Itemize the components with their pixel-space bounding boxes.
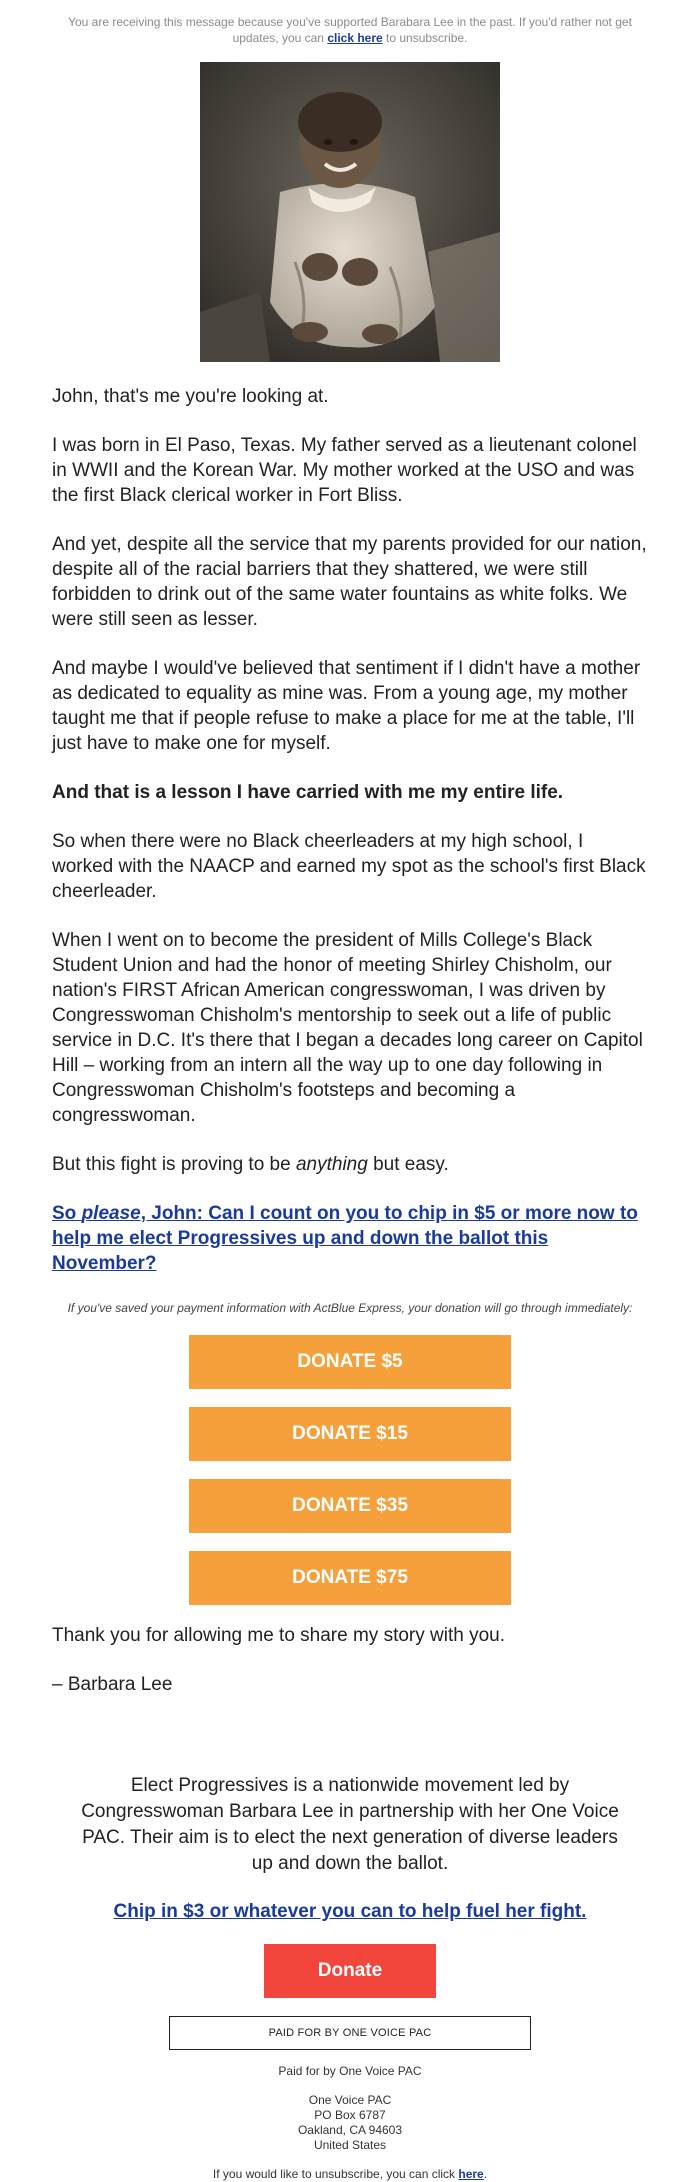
childhood-photo — [200, 62, 500, 362]
ask-text-start: So — [52, 1203, 82, 1224]
photo-illustration — [200, 62, 500, 362]
address-line: Oakland, CA 94603 — [297, 2123, 403, 2137]
mailing-address — [50, 2093, 650, 2153]
paragraph-greeting: John, that's me you're looking at. — [52, 386, 329, 407]
unsubscribe-link-bottom[interactable]: here — [458, 2167, 484, 2181]
paid-for-line: Paid for by One Voice PAC — [278, 2064, 422, 2078]
ask-text-emphasis: please — [81, 1203, 141, 1224]
paragraph-career: When I went on to become the president of Mills College's Black Student Union and had the honor of meeting Shirley Chisholm, our nation's FIRST African American congresswoman, I was driven by Congresswoman Chisholm's mentorship to seek out a life of public service in D.C. It's there that I began a decades long career on Capitol Hill – working from an intern all the way up to one day following in Congresswoman Chisholm's footsteps and becoming a congresswoman. — [52, 930, 643, 1126]
actblue-express-note: If you've saved your payment information with ActBlue Express, your donation will go through immediately: — [67, 1301, 633, 1315]
fight-text-end: but easy. — [367, 1154, 449, 1175]
donate-15-button[interactable]: DONATE $15 — [189, 1407, 511, 1461]
preheader — [50, 0, 650, 46]
donate-5-button[interactable]: DONATE $5 — [189, 1335, 511, 1389]
paragraph-birth: I was born in El Paso, Texas. My father served as a lieutenant colonel in WWII and the Korean War. My mother worked at the USO and was the first Black clerical worker in Fort Bliss. — [52, 435, 637, 506]
fight-text-start: But this fight is proving to be — [52, 1154, 296, 1175]
paid-for-box: PAID FOR BY ONE VOICE PAC — [169, 2016, 531, 2050]
ask-text-end: , John: Can I count on you to chip in $5 or more now to help me elect Progressives up and down the ballot this November? — [52, 1203, 638, 1274]
address-line: One Voice PAC — [308, 2093, 392, 2107]
footer — [50, 1773, 650, 2182]
address-line: United States — [313, 2138, 387, 2152]
unsubscribe-line — [50, 2167, 650, 2182]
paragraph-fight — [52, 1152, 648, 1177]
preheader-text-end: to unsubscribe. — [382, 31, 468, 45]
address-line: PO Box 6787 — [314, 2108, 386, 2122]
unsubscribe-text: If you would like to unsubscribe, you can click — [212, 2167, 459, 2181]
donate-35-button[interactable]: DONATE $35 — [189, 1479, 511, 1533]
paragraph-barriers: And yet, despite all the service that my parents provided for our nation, despite all of the racial barriers that they shattered, we were still forbidden to drink out of the same water fountains as white folks. We were still seen as lesser. — [52, 534, 647, 630]
paragraph-cheerleader: So when there were no Black cheerleaders at my high school, I worked with the NAACP and earned my spot as the school's first Black cheerleader. — [52, 831, 646, 902]
donation-ask-link[interactable] — [52, 1201, 648, 1276]
donate-75-button[interactable]: DONATE $75 — [189, 1551, 511, 1605]
paragraph-mother: And maybe I would've believed that sentiment if I didn't have a mother as dedicated to equality as mine was. From a young age, my mother taught me that if people refuse to make a place for me at the table, I'll just have to make one for myself. — [52, 658, 641, 754]
mission-statement: Elect Progressives is a nationwide movement led by Congresswoman Barbara Lee in partnership with her One Voice PAC. Their aim is to elect the next generation of diverse leaders up and down the ballot. — [81, 1775, 619, 1874]
chip-in-link[interactable]: Chip in $3 or whatever you can to help fuel her fight. — [113, 1901, 587, 1922]
unsubscribe-link-top[interactable]: click here — [327, 31, 383, 45]
preheader-text: You are receiving this message because you've supported Barabara Lee in the past. If you'd rather not get updates, you can — [68, 15, 632, 45]
letter-content — [52, 362, 648, 1697]
paragraph-lesson: And that is a lesson I have carried with me my entire life. — [52, 782, 564, 803]
unsubscribe-text-end: . — [483, 2167, 488, 2181]
footer-donate-button[interactable]: Donate — [264, 1944, 436, 1998]
paragraph-thanks: Thank you for allowing me to share my story with you. — [52, 1625, 506, 1646]
fight-text-emphasis: anything — [295, 1154, 368, 1175]
signature: – Barbara Lee — [52, 1674, 173, 1695]
